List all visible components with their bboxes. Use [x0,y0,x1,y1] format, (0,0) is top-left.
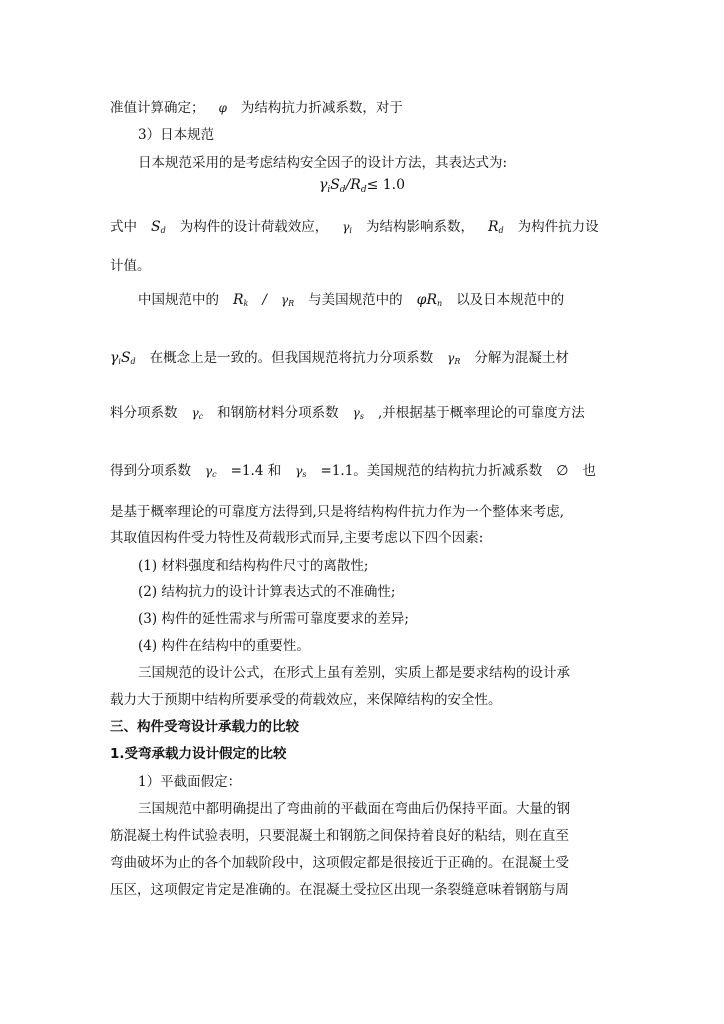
symbol-letter: γ [280,293,289,307]
text-fragment: 为构件抗力设 [517,219,599,235]
formula-part: ≤ 1.0 [366,177,406,193]
text-fragment: 和钢筋材料分项系数 [217,405,339,421]
formula-part: d [360,185,367,195]
symbol-letter: γ [205,464,213,478]
text-fragment: 为结构影响系数， [365,219,474,235]
symbol-letter: R [487,219,499,235]
symbol-letter: γ [191,406,199,420]
gamma-r-symbol [447,349,460,371]
text-fragment: 与美国规范中的 [308,292,403,308]
text-line [110,349,569,371]
symbol-letter: γ [342,220,350,234]
symbol-letter: S [151,219,161,235]
symbol-subscript: s [302,470,307,479]
text-line: 弯曲破坏为止的各个加载阶段中，这项假定都是很接近于正确的。在混凝土受 [110,855,569,871]
text-fragment: 也 [582,463,596,479]
text-fragment: 准值计算确定； [110,100,205,116]
symbol-letter: φ [416,292,427,308]
subsection-heading: 1.受弯承载力设计假定的比较 [110,746,287,762]
gamma-i-symbol [342,218,352,240]
text-line [110,99,403,117]
formula-part: R [350,177,361,193]
text-line [138,291,564,313]
text-line: 筋混凝土构件试验表明，只要混凝土和钢筋之间保持着良好的粘结，则在直至 [110,828,569,844]
symbol-letter: S [120,350,131,366]
symbol-subscript: i [349,226,352,235]
symbol-letter: γ [110,350,119,366]
phi-symbol: φ [218,101,227,115]
text-line: 三国规范的设计公式，在形式上虽有差别，实质上都是要求结构的设计承 [138,665,570,681]
symbol-subscript: d [498,226,504,235]
r-d-symbol [488,218,504,240]
symbol-subscript: R [288,299,295,308]
text-line: 压区，这项假定肯定是准确的。在混凝土受拉区出现一条裂缝意味着钢筋与周 [110,882,569,898]
gamma-c-symbol [192,404,204,426]
s-d-symbol [151,218,166,240]
text-line: 日本规范采用的是考虑结构安全因子的设计方法，其表达式为: [138,155,508,171]
text-line: 载力大于预期中结构所要承受的荷载效应，来保障结构的安全性。 [110,692,502,708]
text-line [110,218,599,240]
formula [0,177,724,195]
gamma-s-symbol [353,404,364,426]
symbol-subscript: c [198,412,204,421]
list-item: (2) 结构抗力的设计计算表达式的不准确性; [138,584,396,600]
text-fragment: 为结构抗力折减系数，对于 [240,100,403,116]
gamma-s-symbol [295,462,306,484]
gamma-i-s-d-symbol [110,349,136,371]
symbol-subscript: k [243,299,249,308]
symbol-letter: R [233,292,244,308]
text-fragment: =1.1。美国规范的结构抗力折减系数 [320,463,543,479]
text-line: 3）日本规范 [138,127,215,143]
formula-part: S [330,177,340,193]
symbol-subscript: i [118,357,121,366]
text-fragment: 为构件的设计荷载效应， [179,219,329,235]
symbol-letter: γ [295,464,303,478]
text-fragment: 式中 [110,219,137,235]
r-k-symbol [233,291,248,313]
symbol-subscript: d [130,357,136,366]
symbol-subscript: s [359,412,364,421]
symbol-letter: γ [352,406,360,420]
text-fragment: 得到分项系数 [110,463,191,479]
section-heading: 三、构件受弯设计承载力的比较 [110,719,299,735]
symbol-subscript: n [437,299,443,308]
text-fragment: =1.4 和 [230,463,282,479]
symbol-subscript: R [454,357,461,366]
text-line [110,404,585,426]
text-line [110,462,596,484]
slash: / [262,292,267,308]
gamma-c-symbol [205,462,217,484]
text-fragment: 料分项系数 [110,405,178,421]
text-line: 三国规范中都明确提出了弯曲前的平截面在弯曲后仍保持平面。大量的钢 [138,801,570,817]
text-fragment: 以及日本规范中的 [456,292,565,308]
text-fragment: ,并根据基于概率理论的可靠度方法 [377,405,585,421]
gamma-r-symbol [281,291,294,313]
text-line: 1）平截面假定： [138,774,242,790]
empty-set-symbol: ∅ [556,463,569,479]
text-fragment: 中国规范中的 [138,292,219,308]
symbol-letter: γ [447,351,455,365]
symbol-subscript: c [212,470,217,479]
text-fragment: 分解为混凝土材 [474,350,569,366]
phi-r-n-symbol [417,291,443,313]
symbol-subscript: d [160,226,166,235]
formula-part: γ [318,177,328,193]
text-line: 是基于概率理论的可靠度方法得到,只是将结构构件抗力作为一个整体来考虑, [110,504,565,520]
symbol-letter: R [426,292,438,308]
formula-part: i [327,185,331,195]
formula-part: d [339,185,346,195]
list-item: (4) 构件在结构中的重要性。 [138,638,310,654]
text-line: 其取值因构件受力特性及荷载形式而异,主要考虑以下四个因素: [110,530,484,546]
list-item: (1) 材料强度和结构构件尺寸的离散性; [138,558,369,574]
list-item: (3) 构件的延性需求与所需可靠度要求的差异; [138,611,409,627]
text-fragment: 在概念上是一致的。但我国规范将抗力分项系数 [149,350,434,366]
text-line: 计值。 [110,258,151,274]
formula-part: / [345,177,351,193]
